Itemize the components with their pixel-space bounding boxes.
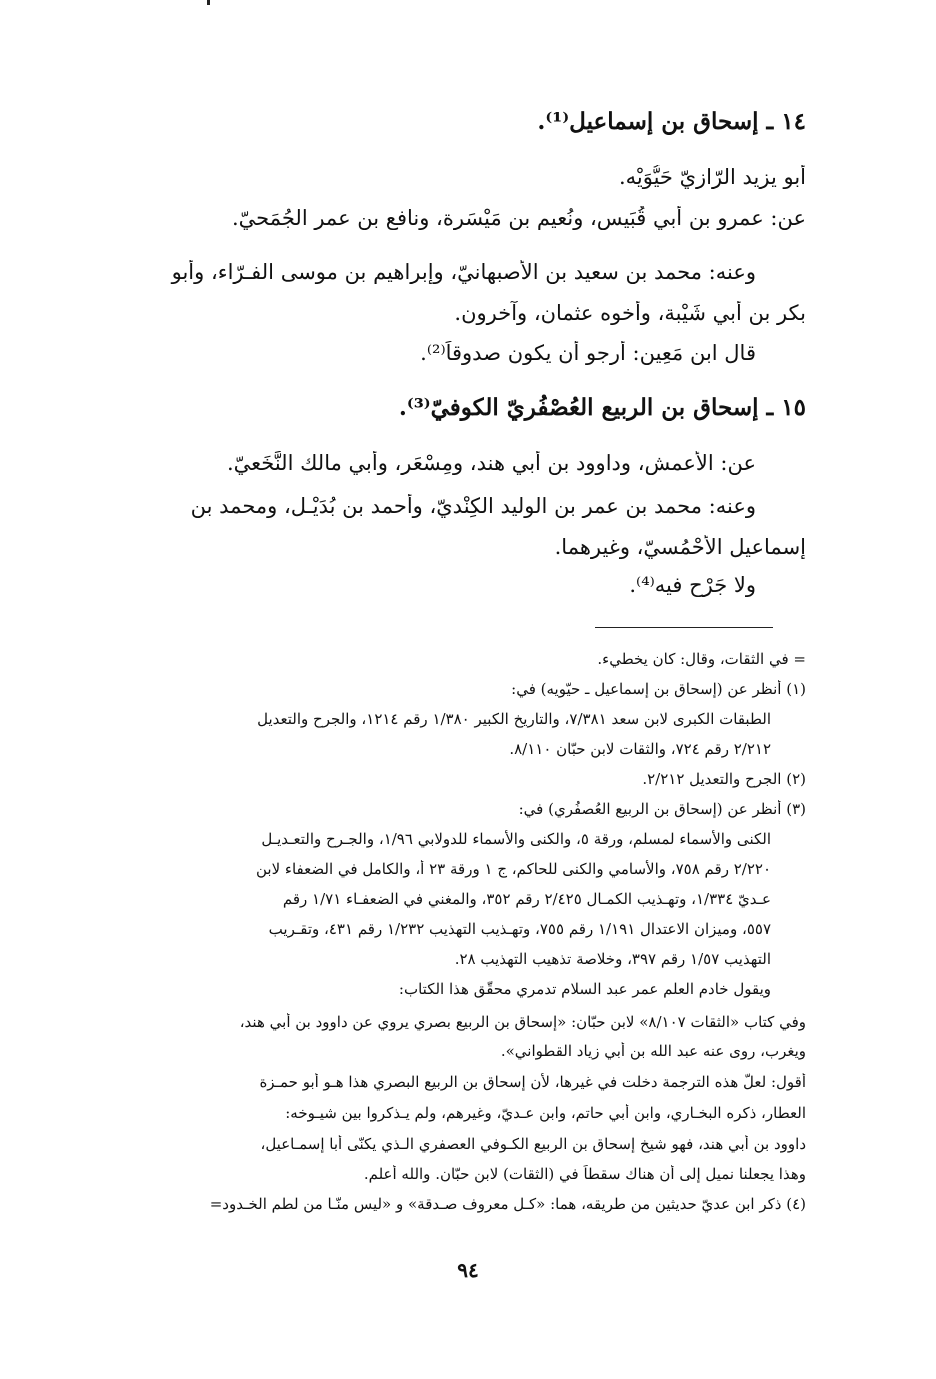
entry-14-verdict: قال ابن مَعِين: أرجو أن يكون صدوقاً⁽²⁾. [420,341,756,365]
footnote-2: (٢) الجرح والتعديل ٢/٢١٢. [642,770,806,788]
footnote-3-comment: أقول: لعلّ هذه الترجمة دخلت في غيرها، لأن إسحاق بن الربيع البصري هذا هـو أبو حمـزة [259,1073,806,1091]
entry-15-verdict: ولا جَرْح فيه⁽⁴⁾. [629,573,756,597]
entry-15-heading: ١٥ ـ إسحاق بن الربيع العُصْفُريّ الكوفيّ⁽³⁾. [398,394,806,421]
footnote-3-line: الكنى والأسماء لمسلم، ورقة ٥، والكنى والأسماء للدولابي ١/٩٦، والجـرح والتعـديـل [261,830,771,848]
footnote-3: (٣) أنظر عن (إسحاق بن الربيع العُصفُري) في: [518,800,806,818]
entry-14-kunya: أبو يزيد الرّازيّ حَيُّوَيْه. [618,165,806,189]
entry-14-students: وعنه: محمد بن سعيد بن الأصبهانيّ، وإبراهيم بن موسى الفـرّاء، وأبو [171,260,756,284]
footnote-3-line: ٢/٢٢٠ رقم ٧٥٨، والأسامي والكنى للحاكم، ج ١ ورقة ٢٣ أ، والكامل في الضعفاء لابن [256,860,771,878]
page-number: ٩٤ [457,1258,479,1282]
footnote-separator [595,627,773,628]
footnote-4: (٤) ذكر ابن عديّ حديثين من طريقه، هما: «كـل معروف صـدقة» و «ليس منّـا من لطم الخـدود= [209,1195,806,1213]
footnote-3-comment-cont: داوود بن أبي هند، فهو شيخ إسحاق بن الربيع الكـوفي العصفري الـذي يكنّى أبا إسمـاعيل، [260,1135,806,1153]
footnote-3-line: ٥٥٧، وميزان الاعتدال ١/١٩١ رقم ٧٥٥، وتهـذيب التهذيب ١/٢٣٢ رقم ٤٣١، وتقـريب [268,920,771,938]
entry-14-heading: ١٤ ـ إسحاق بن إسماعيل⁽¹⁾. [537,108,806,135]
entry-15-students: وعنه: محمد بن عمر بن الوليد الكِنْديّ، وأحمد بن بُدَيْـل، ومحمد بن [190,494,756,518]
entry-14-students-cont: بكر بن أبي شَيْبة، وأخوه عثمان، وآخرون. [454,301,806,325]
entry-15-teachers: عن: الأعمش، وداوود بن أبي هند، ومِسْعَر، وأبي مالك النَّخَعيّ. [226,451,756,475]
footnote-3-line: عـديّ ١/٣٣٤، وتهـذيب الكمـال ٢/٤٢٥ رقم ٣٥٢، والمغني في الضعفـاء ١/٧١ رقم [282,890,771,908]
footnote-1-line: ٢/٢١٢ رقم ٧٢٤، والثقات لابن حبّان ٨/١١٠. [509,740,771,758]
footnote-3-line: التهذيب ١/٥٧ رقم ٣٩٧، وخلاصة تذهيب التهذيب ٢٨. [454,950,771,968]
footnote-3-quote-cont: ويغرب، روى عنه عبد الله بن أبي زياد القطواني». [500,1042,806,1060]
footnote-1-line: الطبقات الكبرى لابن سعد ٧/٣٨١، والتاريخ الكبير ١/٣٨٠ رقم ١٢١٤، والجرح والتعديل [257,710,771,728]
footnote-3-quote: وفي كتاب «الثقات ٨/١٠٧» لابن حبّان: «إسحاق بن الربيع بصري يروي عن داوود بن أبي هند، [239,1013,806,1031]
footnote-1: (١) أنظر عن (إسحاق بن إسماعيل ـ حيّويه) في: [511,680,806,698]
footnote-3-comment-cont: العطار، ذكره البخـاري، وابن أبي حاتم، وابن عـديّ، وغيرهم، ولم يـذكروا بين شيـوخه: [285,1104,806,1122]
entry-14-teachers: عن: عمرو بن أبي قُبَيس، ونُعيم بن مَيْسَرة، ونافع بن عمر الجُمَحيّ. [232,206,806,230]
entry-15-students-cont: إسماعيل الأحْمُسيّ، وغيرهما. [554,535,806,559]
scan-mark [207,0,210,5]
footnote-3-comment-cont: وهذا يجعلنا نميل إلى أن هناك سقطاً في (الثقات) لابن حبّان. والله أعلم. [363,1165,806,1183]
footnote-3-editor-note: ويقول خادم العلم عمر عبد السلام تدمري محقّق هذا الكتاب: [398,980,771,998]
footnote-continuation: = في الثقات، وقال: كان يخطيء. [597,650,806,668]
